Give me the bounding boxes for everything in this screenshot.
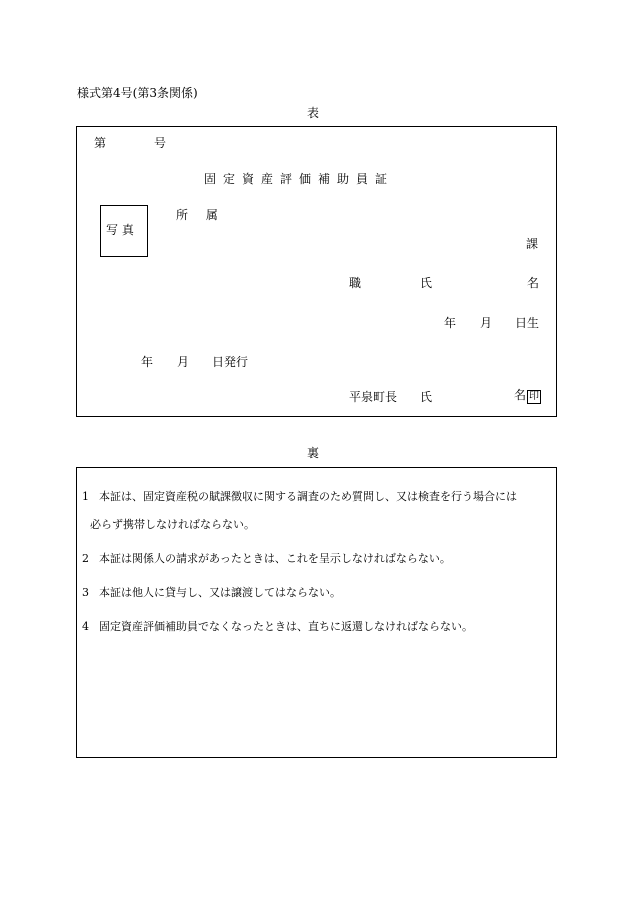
photo-label: 写 真 xyxy=(106,223,134,237)
issuer: 平泉町長 xyxy=(349,390,398,404)
back-heading: 裏 xyxy=(307,446,320,460)
issuer-name-prefix: 氏 xyxy=(420,390,433,404)
front-card xyxy=(76,126,557,417)
name-suffix: 名 xyxy=(527,276,540,290)
issue-year: 年 xyxy=(141,355,154,369)
item-1-text: 本証は、固定資産税の賦課徴収に関する調査のため質問し、又は検査を行う場合には xyxy=(99,490,517,503)
item-3-number: 3 xyxy=(82,586,89,599)
birth-year: 年 xyxy=(444,316,457,330)
affiliation-label: 所 属 xyxy=(176,208,225,222)
issuer-name-suffix-group xyxy=(514,388,541,404)
item-1-text-continued: 必らず携帯しなければならない。 xyxy=(90,518,255,531)
issue-day: 日発行 xyxy=(212,355,249,369)
item-2-number: 2 xyxy=(82,552,89,565)
form-title: 様式第4号(第3条関係) xyxy=(77,86,198,100)
name-prefix: 氏 xyxy=(420,276,433,290)
item-4-text: 固定資産評価補助員でなくなったときは、直ちに返還しなければならない。 xyxy=(99,620,473,633)
card-title: 固定資産評価補助員証 xyxy=(204,172,395,186)
item-3-text: 本証は他人に貸与し、又は譲渡してはならない。 xyxy=(99,586,341,599)
position-label: 職 xyxy=(349,276,362,290)
item-4-number: 4 xyxy=(82,620,89,633)
issue-month: 月 xyxy=(177,355,190,369)
seal-mark: 印 xyxy=(529,391,540,402)
issuer-name-suffix: 名 xyxy=(514,388,527,402)
item-1-number: 1 xyxy=(82,490,89,503)
number-prefix: 第 xyxy=(94,136,107,150)
number-suffix: 号 xyxy=(154,136,167,150)
section-label: 課 xyxy=(526,237,539,251)
birth-month: 月 xyxy=(480,316,493,330)
front-heading: 表 xyxy=(307,106,320,120)
item-2-text: 本証は関係人の請求があったときは、これを呈示しなければならない。 xyxy=(99,552,451,565)
back-card xyxy=(76,467,557,758)
birth-day: 日生 xyxy=(515,316,540,330)
